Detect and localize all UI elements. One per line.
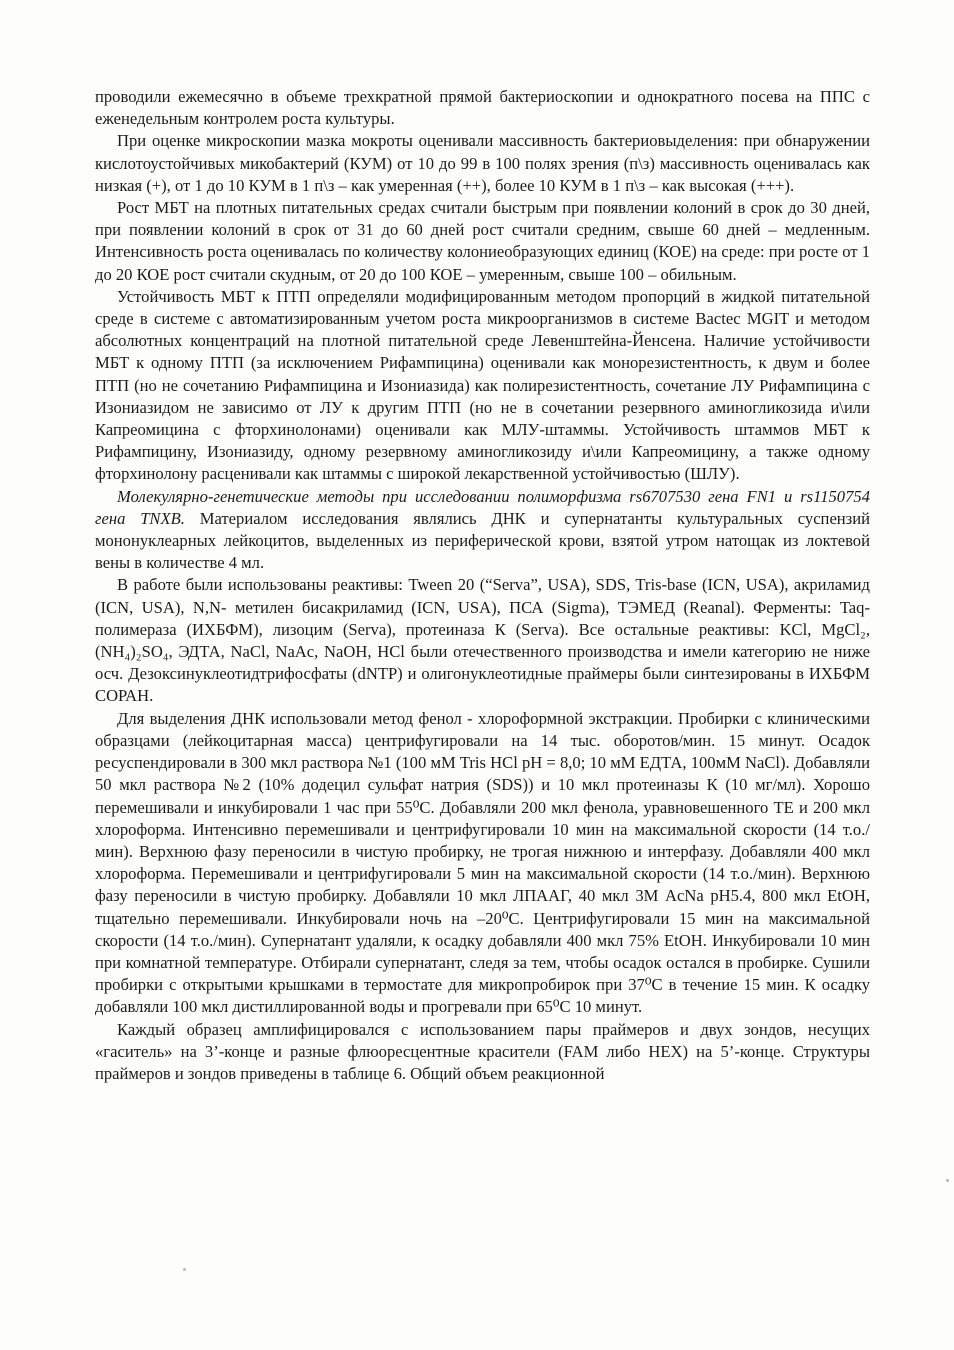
scan-speck bbox=[183, 1268, 186, 1271]
scan-speck bbox=[946, 1179, 949, 1182]
paragraph-growth: Рост МБТ на плотных питательных средах считали быстрым при появлении колоний в срок до 30 дней, при появлении колоний в срок от 31 до 60 дней рост считали средним, свыше 60 дней – медленным. Интенсивность роста оценивалась по количеству колониеобразующих единиц (КОЕ) на среде: при росте от 1 до 20 КОЕ рост считали скудным, от 20 до 100 КОЕ – умеренным, свыше 100 – обильным. bbox=[95, 198, 870, 284]
paragraph-amplification: Каждый образец амплифицировался с использованием пары праймеров и двух зондов, несущих «гаситель» на 3’-конце и разные флюоресцентные красители (FAM либо HEX) на 5’-конце. Структуры праймеров и зондов приведены в таблице 6. Общий объем реакционной bbox=[95, 1019, 870, 1083]
paragraph-molecular-methods bbox=[95, 486, 870, 575]
paragraph-resistance: Устойчивость МБТ к ПТП определяли модифицированным методом пропорций в жидкой питательной среде в системе с автоматизированным учетом роста микроорганизмов в системе Bactec MGIT и методом абсолютных концентраций на плотной питательной среде Левенштейна-Йенсена. Наличие устойчивости МБТ к одному ПТП (за исключением Рифампицина) оценивали как монорезистентность, к двум и более ПТП (но не сочетанию Рифампицина и Изониазида) как полирезистентность, сочетание ЛУ Рифампицина с Изониазидом не зависимо от ЛУ к другим ПТП (но не в сочетании резервного аминогликозида и\или Капреомицина с фторхинолонами) оценивали как МЛУ-штаммы. Устойчивость штаммов МБТ к Рифампицину, Изониазиду, одному резервному аминогликозиду и\или Капреомицину, а также одному фторхинолону расценивали как штаммы с широкой лекарственной устойчивостью (ШЛУ). bbox=[95, 286, 870, 484]
paragraph-microscopy: При оценке микроскопии мазка мокроты оценивали массивность бактериовыделения: при обнаружении кислотоустойчивых микобактерий (КУМ) от 10 до 99 в 100 полях зрения (п\з) массивность оценивалась как низкая (+), от 1 до 10 КУМ в 1 п\з – как умеренная (++), более 10 КУМ в 1 п\з – как высокая (+++). bbox=[95, 131, 870, 195]
paragraph-continuation: проводили ежемесячно в объеме трехкратной прямой бактериоскопии и однократного посева на ППС с еженедельным контролем роста культуры. bbox=[95, 87, 870, 129]
paragraph-molecular-text: Материалом исследования являлись ДНК и супернатанты культуральных суспензий мононуклеарных лейкоцитов, выделенных из периферической крови, взятой утром натощак из локтевой вены в количестве 4 мл. bbox=[95, 508, 870, 573]
section-heading: Молекулярно-генетические методы при исследовании полиморфизма rs6707530 гена FN1 и rs1150754 гена TNXB. bbox=[95, 486, 870, 528]
paragraph-dna-extraction: Для выделения ДНК использовали метод фенол - хлороформной экстракции. Пробирки с клиническими образцами (лейкоцитарная масса) центрифугировали на 14 тыс. оборотов/мин. 15 минут. Осадок ресуспендировали в 300 мкл раствора №1 (100 мМ Tris HCl pH = 8,0; 10 мМ ЕДТА, 100мМ NaCl). Добавляли 50 мкл раствора №2 (10% додецил сульфат натрия (SDS)) и 10 мкл протеиназы К (10 мг/мл). Хорошо перемешивали и инкубировали 1 час при 55⁰С. Добавляли 200 мкл фенола, уравновешенного ТЕ и 200 мкл хлороформа. Интенсивно перемешивали и центрифугировали 10 мин на максимальной скорости (14 т.о./мин). Верхнюю фазу переносили в чистую пробирку, не трогая нижнюю и интерфазу. Добавляли 400 мкл хлороформа. Перемешивали и центрифугировали 5 мин на максимальной скорости (14 т.о./мин). Верхнюю фазу переносили в чистую пробирку. Добавляли 10 мкл ЛПААГ, 40 мкл 3М AcNa pH5.4, 800 мкл EtOH, тщательно перемешивали. Инкубировали ночь на –20⁰С. Центрифугировали 15 мин на максимальной скорости (14 т.о./мин). Супернатант удаляли, к осадку добавляли 400 мкл 75% EtOH. Инкубировали 10 мин при комнатной температуре. Отбирали супернатант, следя за тем, чтобы осадок остался в пробирке. Сушили пробирки с открытыми крышками в термостате для микропробирок при 37⁰С в течение 15 мин. К осадку добавляли 100 мкл дистиллированной воды и прогревали при 65⁰С 10 минут. bbox=[95, 708, 870, 1017]
paragraph-reagents: В работе были использованы реактивы: Tween 20 (“Serva”, USA), SDS, Tris-base (ICN, USA), акриламид (ICN, USA), N,N- метилен бисакриламид (ICN, USA), ПСА (Sigma), ТЭМЕД (Reanal). Ферменты: Taq-полимераза (ИХБФМ), лизоцим (Serva), протеиназа К (Serva). Все остальные реактивы: KCl, MgCl₂, (NH₄)₂SO₄, ЭДТА, NaCl, NaAc, NaOH, HCl были отечественного производства и имели категорию не ниже осч. Дезоксинуклеотидтрифосфаты (dNTP) и олигонуклеотидные праймеры были синтезированы в ИХБФМ СОРАН. bbox=[95, 575, 870, 706]
document-body bbox=[95, 86, 870, 1085]
